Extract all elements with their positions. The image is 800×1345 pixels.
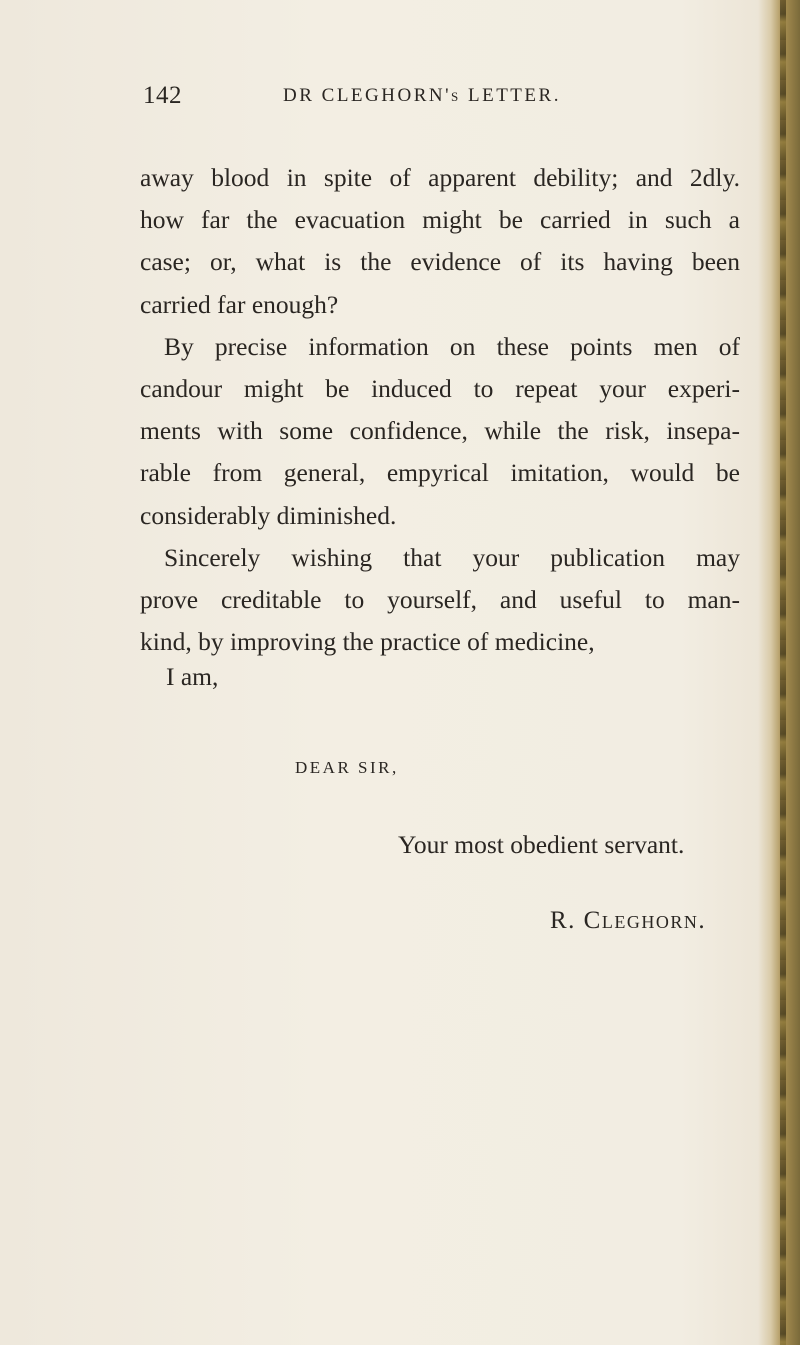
text-line: rable from general, empyrical imitation, would be (140, 458, 740, 488)
running-head (143, 82, 613, 114)
signature: R. Cleghorn. (550, 907, 707, 934)
page-number: 142 (143, 82, 182, 109)
closing-i-am: I am, (166, 662, 219, 691)
text-line: case; or, what is the evidence of its having been (140, 247, 740, 277)
running-head-title: DR CLEGHORN's LETTER. (283, 85, 561, 106)
text-line: considerably diminished. (140, 500, 397, 530)
paragraph-start-line: By precise information on these points men of (164, 331, 740, 361)
text-line: candour might be induced to repeat your experi- (140, 373, 740, 403)
text-line: how far the evacuation might be carried in such a (140, 205, 740, 235)
salutation: DEAR SIR, (295, 758, 399, 777)
text-line: prove creditable to yourself, and useful to man- (140, 584, 740, 614)
letter-body (140, 157, 740, 663)
text-line: carried far enough? (140, 289, 339, 319)
text-line: kind, by improving the practice of medicine, (140, 627, 595, 657)
text-line: ments with some confidence, while the risk, insepa- (140, 416, 740, 446)
page-binding-edge (758, 0, 800, 1345)
paragraph-start-line: Sincerely wishing that your publication may (164, 542, 740, 572)
valediction: Your most obedient servant. (398, 830, 685, 859)
text-line: away blood in spite of apparent debility; and 2dly. (140, 163, 740, 192)
